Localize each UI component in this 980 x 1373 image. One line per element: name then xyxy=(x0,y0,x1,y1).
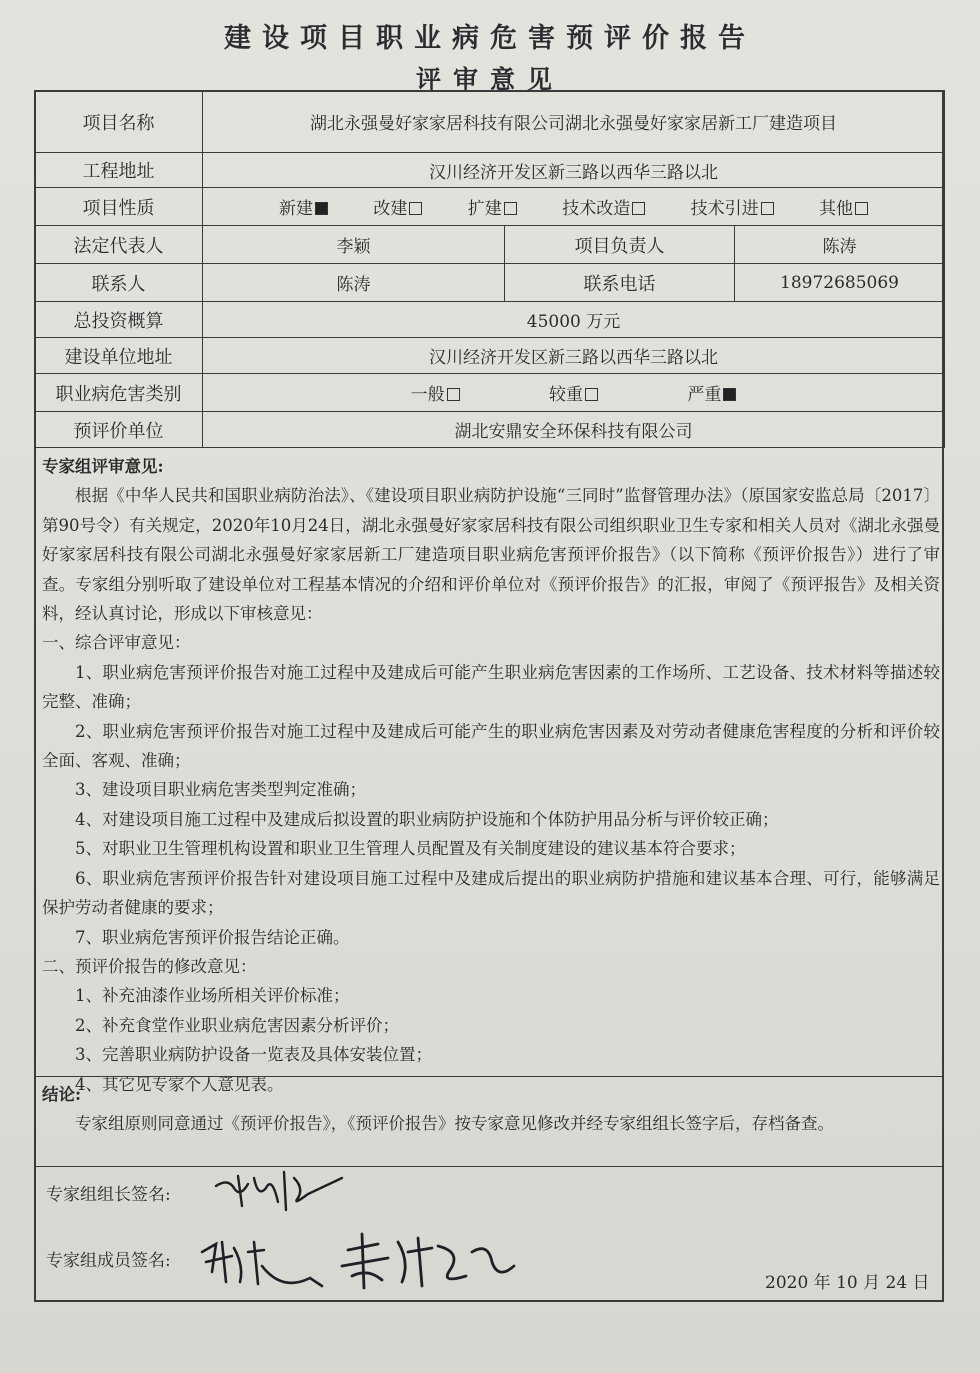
signature-divider xyxy=(36,1166,942,1167)
option-moderate: 较重 xyxy=(549,380,598,405)
label-contact: 联系人 xyxy=(35,264,203,302)
label-investment: 总投资概算 xyxy=(35,302,203,338)
label-nature: 项目性质 xyxy=(35,188,203,226)
checkbox-tech-import xyxy=(761,202,774,215)
label-evaluator: 预评价单位 xyxy=(35,412,203,448)
value-unit-address: 汉川经济开发区新三路以西华三路以北 xyxy=(203,338,945,374)
checkbox-severe xyxy=(723,388,736,401)
members-signature-label: 专家组成员签名: xyxy=(46,1251,171,1271)
value-legal-rep: 李颖 xyxy=(203,226,505,264)
checkbox-tech-reform xyxy=(632,202,645,215)
members-signature xyxy=(192,1222,532,1302)
row-site xyxy=(35,153,945,188)
label-project-lead: 项目负责人 xyxy=(505,226,735,264)
opinion-heading: 专家组评审意见: xyxy=(42,457,164,476)
document-subtitle: 评审意见 xyxy=(415,65,564,94)
row-project-name xyxy=(35,91,945,153)
sign-date: 2020 年 10 月 24 日 xyxy=(765,1273,930,1293)
conclusion-divider xyxy=(36,1076,942,1077)
section1-item: 7、职业病危害预评价报告结论正确。 xyxy=(75,927,350,947)
checkbox-general xyxy=(447,388,460,401)
row-unit-address xyxy=(35,338,945,374)
label-project-name: 项目名称 xyxy=(35,91,203,153)
checkbox-moderate xyxy=(585,388,598,401)
project-info-table xyxy=(34,90,945,448)
option-severe: 严重 xyxy=(687,380,736,405)
hazard-options xyxy=(203,374,945,412)
label-unit-address: 建设单位地址 xyxy=(35,338,203,374)
value-project-lead: 陈涛 xyxy=(735,226,945,264)
option-tech-reform: 技术改造 xyxy=(562,194,645,219)
row-nature xyxy=(35,188,945,226)
checkbox-expand xyxy=(504,202,517,215)
value-project-name: 湖北永强曼好家家居科技有限公司湖北永强曼好家家居新工厂建造项目 xyxy=(203,91,945,153)
label-site: 工程地址 xyxy=(35,153,203,188)
value-site: 汉川经济开发区新三路以西华三路以北 xyxy=(203,153,945,188)
option-new: 新建 xyxy=(279,194,328,219)
option-rebuild: 改建 xyxy=(373,194,422,219)
leader-signature xyxy=(208,1158,348,1218)
checkbox-other xyxy=(855,202,868,215)
section1-item: 4、对建设项目施工过程中及建成后拟设置的职业病防护设施和个体防护用品分析与评价较正确； xyxy=(75,809,779,829)
section1-item: 6、职业病危害预评价报告针对建设项目施工过程中及建成后提出的职业病防护措施和建议基本合理、可行，能够满足保护劳动者健康的要求； xyxy=(42,868,940,918)
value-contact: 陈涛 xyxy=(203,264,505,302)
nature-options xyxy=(203,188,945,226)
value-evaluator: 湖北安鼎安全环保科技有限公司 xyxy=(203,412,945,448)
conclusion-heading: 结论: xyxy=(42,1085,82,1104)
row-hazard xyxy=(35,374,945,412)
option-general: 一般 xyxy=(411,380,460,405)
section2-item: 1、补充油漆作业场所相关评价标准； xyxy=(75,986,350,1006)
value-phone: 18972685069 xyxy=(735,264,945,302)
section2-item: 4、其它见专家个人意见表。 xyxy=(75,1074,284,1094)
section2-item: 3、完善职业病防护设备一览表及具体安装位置； xyxy=(75,1045,432,1065)
label-hazard: 职业病危害类别 xyxy=(35,374,203,412)
checkbox-rebuild xyxy=(409,202,422,215)
label-legal-rep: 法定代表人 xyxy=(35,226,203,264)
section1-item: 5、对职业卫生管理机构设置和职业卫生管理人员配置及有关制度建设的建议基本符合要求； xyxy=(75,839,746,859)
section1-heading: 一、综合评审意见： xyxy=(42,633,191,653)
row-contact xyxy=(35,264,945,302)
section2-heading: 二、预评价报告的修改意见： xyxy=(42,956,257,976)
value-investment: 45000 万元 xyxy=(203,302,945,338)
row-evaluator xyxy=(35,412,945,448)
opinion-body xyxy=(42,452,940,1099)
label-phone: 联系电话 xyxy=(505,264,735,302)
opinion-intro: 根据《中华人民共和国职业病防治法》、《建设项目职业病防护设施“三同时”监督管理办法》（原国家安监总局〔2017〕第90号令）有关规定，2020年10月24日，湖北永强曼好家家居科技有限公司组织职业卫生专家和相关人员对《湖北永强曼好家家居科技有限公司湖北永强曼好家家居新工厂建造项目职业病危害预评价报告》（以下简称《预评价报告》）进行了审查。专家组分别听取了建设单位对工程基本情况的介绍和评价单位对《预评价报告》的汇报，审阅了《预评报告》及相关资料，经认真讨论，形成以下审核意见： xyxy=(42,486,940,624)
option-other: 其他 xyxy=(819,194,868,219)
row-investment xyxy=(35,302,945,338)
option-tech-import: 技术引进 xyxy=(691,194,774,219)
document-title: 建设项目职业病危害预评价报告 xyxy=(224,23,756,54)
option-expand: 扩建 xyxy=(468,194,517,219)
checkbox-new xyxy=(315,202,328,215)
conclusion-block xyxy=(42,1080,940,1139)
conclusion-text: 专家组原则同意通过《预评价报告》，《预评价报告》按专家意见修改并经专家组组长签字后，存档备查。 xyxy=(75,1114,834,1134)
section1-item: 3、建设项目职业病危害类型判定准确； xyxy=(75,780,366,800)
section1-item: 2、职业病危害预评价报告对施工过程中及建成后可能产生的职业病危害因素及对劳动者健康危害程度的分析和评价较全面、客观、准确； xyxy=(42,721,940,771)
section2-item: 2、补充食堂作业职业病危害因素分析评价； xyxy=(75,1015,399,1035)
row-legal-rep xyxy=(35,226,945,264)
section1-item: 1、职业病危害预评价报告对施工过程中及建成后可能产生职业病危害因素的工作场所、工艺设备、技术材料等描述较完整、准确； xyxy=(42,662,940,712)
leader-signature-label: 专家组组长签名: xyxy=(46,1185,171,1205)
